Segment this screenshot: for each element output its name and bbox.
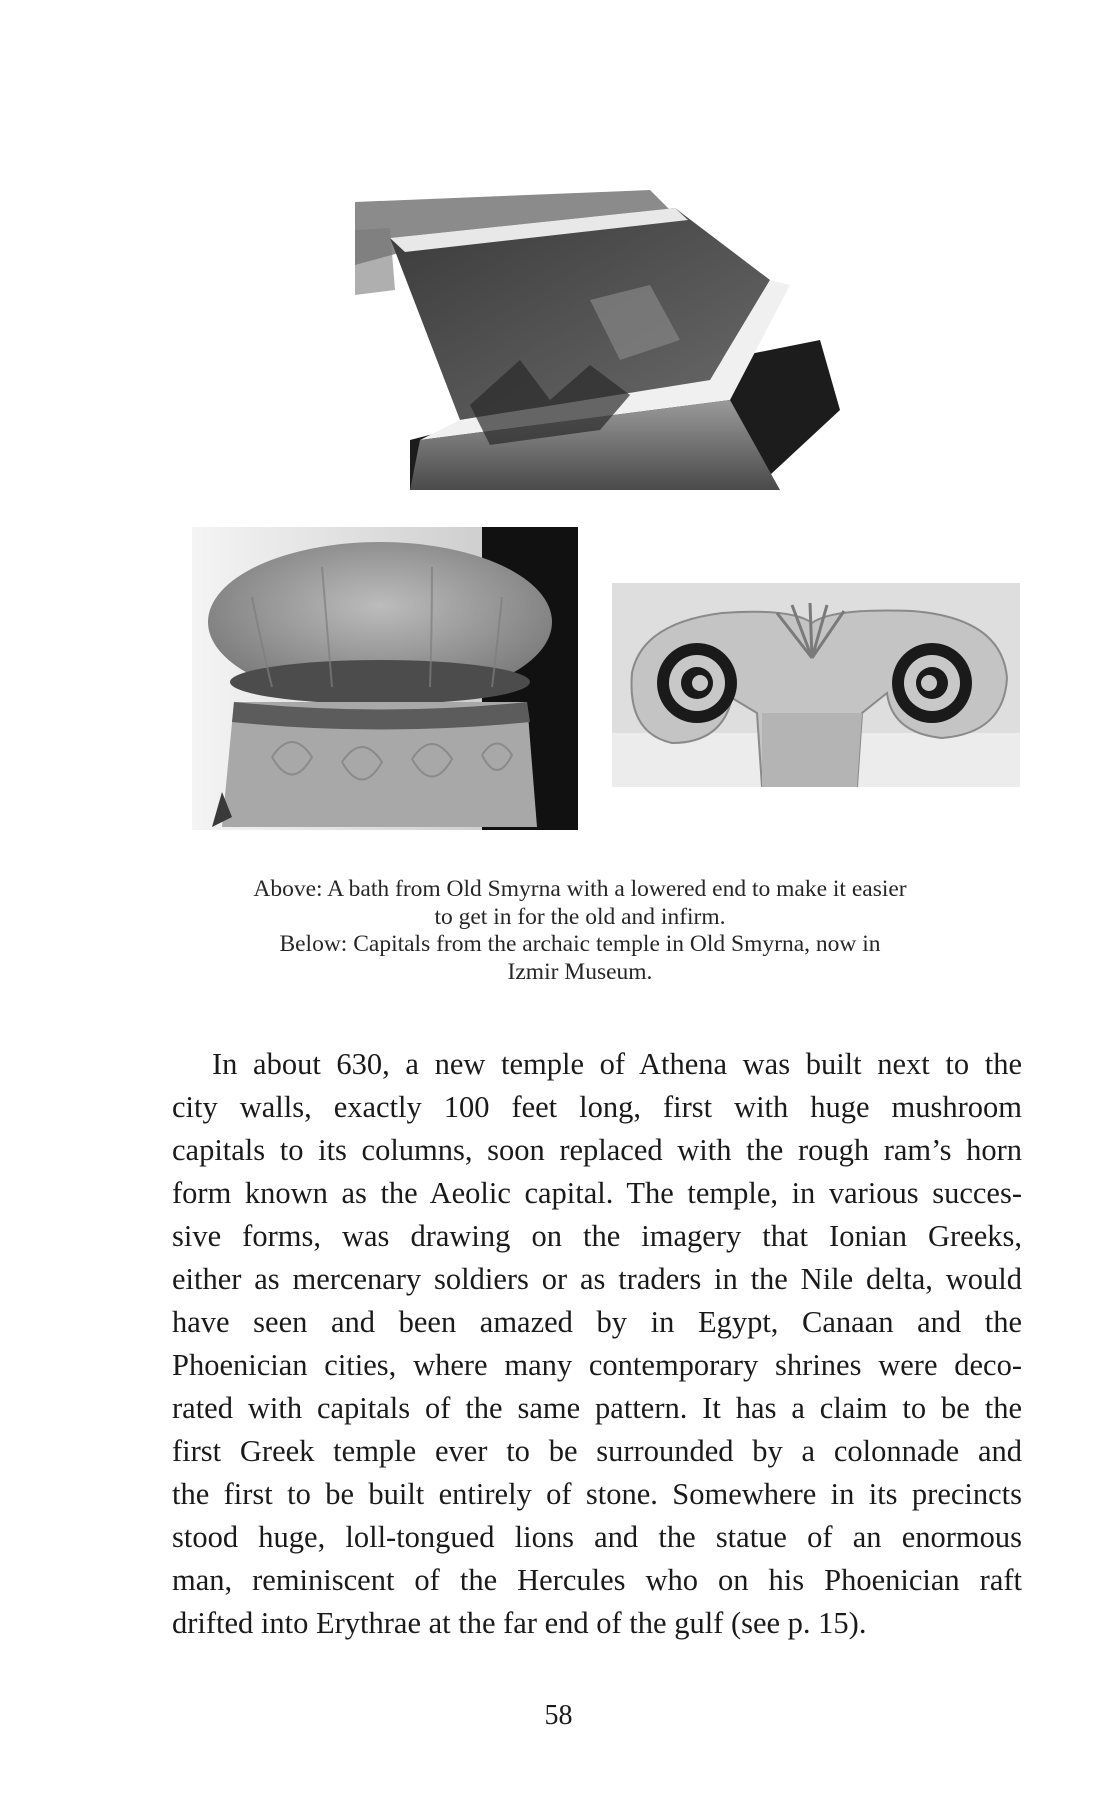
body-line: drifted into Erythrae at the far end of the gulf (see p. 15). xyxy=(172,1606,867,1640)
body-line: first Greek temple ever to be surrounded by a colonnade and xyxy=(172,1434,1022,1468)
body-line: man, reminiscent of the Hercules who on his Phoenician raft xyxy=(172,1563,1022,1597)
body-line: have seen and been amazed by in Egypt, Canaan and the xyxy=(172,1305,1022,1339)
body-line: sive forms, was drawing on the imagery that Ionian Greeks, xyxy=(172,1219,1022,1253)
body-line: Phoenician cities, where many contemporary shrines were deco- xyxy=(172,1348,1022,1382)
caption-line: to get in for the old and infirm. xyxy=(434,903,726,930)
caption-line: Below: Capitals from the archaic temple in Old Smyrna, now in xyxy=(279,931,881,957)
body-line: form known as the Aeolic capital. The temple, in various succes- xyxy=(172,1176,1022,1210)
caption-line: Izmir Museum. xyxy=(507,958,653,985)
body-line: capitals to its columns, soon replaced with the rough ram’s horn xyxy=(172,1133,1022,1167)
body-line: either as mercenary soldiers or as traders in the Nile delta, would xyxy=(172,1262,1022,1296)
body-line: In about 630, a new temple of Athena was built next to the xyxy=(212,1047,1022,1081)
figure-caption xyxy=(150,876,1010,986)
bath-photo xyxy=(350,190,840,490)
body-line: the first to be built entirely of stone. Somewhere in its precincts xyxy=(172,1477,1022,1511)
capital-aeolic-photo xyxy=(612,583,1020,787)
body-line: stood huge, loll-tongued lions and the statue of an enormous xyxy=(172,1520,1022,1554)
body-line: city walls, exactly 100 feet long, first with huge mushroom xyxy=(172,1090,1022,1124)
capital-mushroom-photo xyxy=(192,527,578,830)
body-line: rated with capitals of the same pattern. It has a claim to be the xyxy=(172,1391,1022,1425)
page-number: 58 xyxy=(544,1700,573,1731)
body-paragraph xyxy=(172,1043,1022,1645)
caption-line: Above: A bath from Old Smyrna with a lowered end to make it easier xyxy=(253,876,907,902)
